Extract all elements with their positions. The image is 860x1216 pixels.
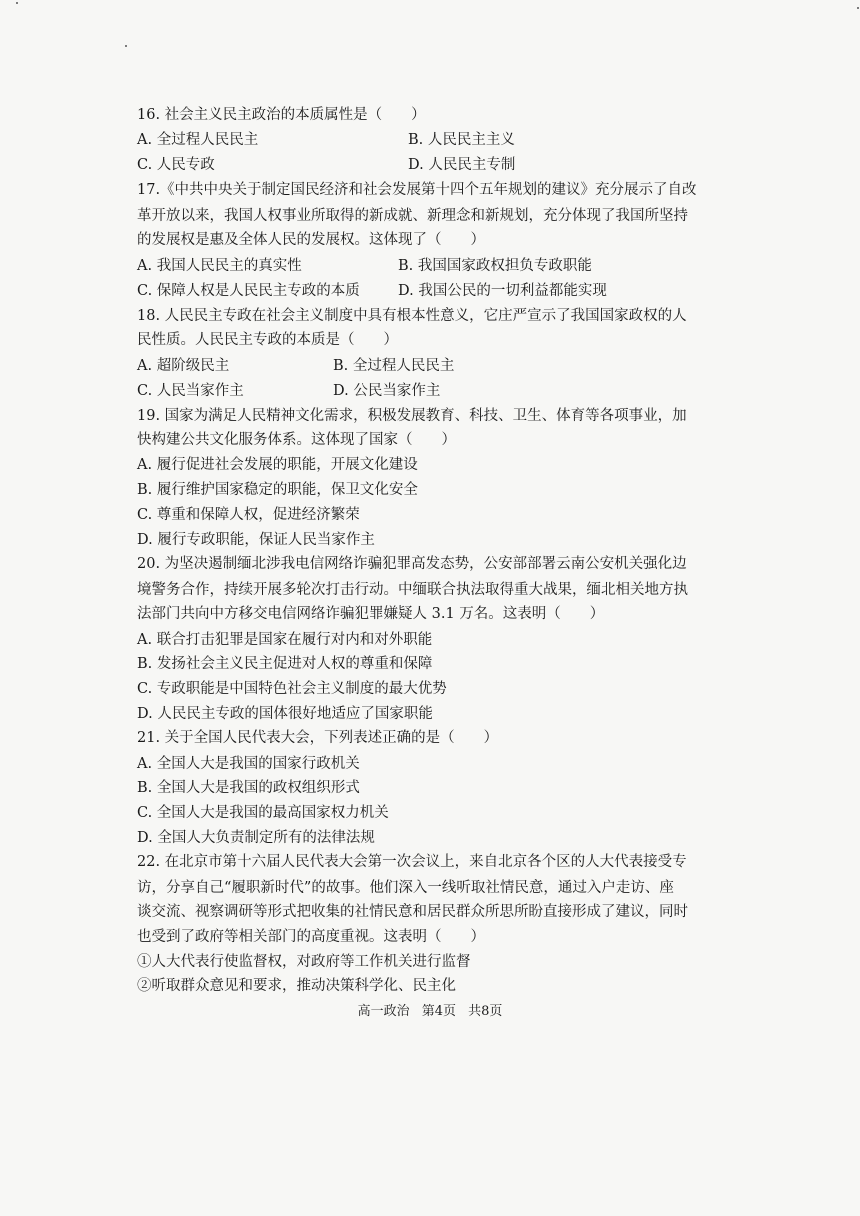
question-17-option-d: D. 我国公民的一切利益都能实现 [398, 283, 607, 299]
question-21-option-a: A. 全国人大是我国的国家行政机关 [137, 756, 360, 772]
question-21-option-d: D. 全国人大负责制定所有的法律法规 [137, 830, 375, 846]
question-22-statement-2: ②听取群众意见和要求，推动决策科学化、民主化 [137, 978, 456, 994]
question-18-option-c: C. 人民当家作主 [137, 383, 244, 399]
question-17-stem-line-1: 17.《中共中央关于制定国民经济和社会发展第十四个五年规划的建议》充分展示了自改 [137, 182, 697, 198]
question-16-option-b: B. 人民民主主义 [408, 132, 515, 148]
question-19-stem-line-1: 19. 国家为满足人民精神文化需求，积极发展教育、科技、卫生、体育等各项事业，加 [137, 408, 687, 424]
question-22-stem-line-3: 谈交流、视察调研等形式把收集的社情民意和居民群众所思所盼直接形成了建议，同时 [137, 904, 688, 920]
question-18-option-b: B. 全过程人民民主 [333, 358, 455, 374]
question-18-stem-line-1: 18. 人民民主专政在社会主义制度中具有根本性意义，它庄严宣示了我国国家政权的人 [137, 308, 687, 324]
question-19-option-c: C. 尊重和保障人权，促进经济繁荣 [137, 507, 360, 523]
question-16-stem: 16. 社会主义民主政治的本质属性是（ ） [137, 107, 426, 123]
question-17-option-b: B. 我国国家政权担负专政职能 [398, 258, 592, 274]
question-22-statement-1: ①人大代表行使监督权，对政府等工作机关进行监督 [137, 954, 471, 970]
question-21-option-b: B. 全国人大是我国的政权组织形式 [137, 780, 360, 796]
question-19-option-a: A. 履行促进社会发展的职能，开展文化建设 [137, 457, 418, 473]
question-16-option-d: D. 人民民主专制 [408, 157, 516, 173]
scan-speck [857, 7, 859, 9]
question-20-stem-line-1: 20. 为坚决遏制缅北涉我电信网络诈骗犯罪高发态势，公安部部署云南公安机关强化边 [137, 556, 687, 572]
question-19-option-d: D. 履行专政职能，保证人民当家作主 [137, 532, 375, 548]
question-18-option-d: D. 公民当家作主 [333, 383, 441, 399]
question-20-stem-line-3: 法部门共向中方移交电信网络诈骗犯罪嫌疑人 3.1 万名。这表明（ ） [137, 606, 605, 622]
question-20-option-d: D. 人民民主专政的国体很好地适应了国家职能 [137, 706, 433, 722]
question-18-option-a: A. 超阶级民主 [137, 358, 230, 374]
footer-subject: 高一政治 [357, 1004, 410, 1019]
question-22-stem-line-1: 22. 在北京市第十六届人民代表大会第一次会议上，来自北京各个区的人大代表接受专 [137, 854, 687, 870]
question-18-stem-line-2: 民性质。人民民主专政的本质是（ ） [137, 332, 398, 348]
footer-page-number: 第4页 [421, 1004, 456, 1019]
question-17-stem-line-2: 革开放以来，我国人权事业所取得的新成就、新理念和新规划，充分体现了我国所坚持 [137, 208, 688, 224]
question-16-option-c: C. 人民专政 [137, 157, 215, 173]
question-20-option-c: C. 专政职能是中国特色社会主义制度的最大优势 [137, 681, 447, 697]
question-17-option-a: A. 我国人民民主的真实性 [137, 258, 302, 274]
question-20-stem-line-2: 境警务合作，持续开展多轮次打击行动。中缅联合执法取得重大战果，缅北相关地方执 [137, 582, 688, 598]
question-21-option-c: C. 全国人大是我国的最高国家权力机关 [137, 805, 389, 821]
question-20-option-a: A. 联合打击犯罪是国家在履行对内和对外职能 [137, 632, 433, 648]
question-17-stem-line-3: 的发展权是惠及全体人民的发展权。这体现了（ ） [137, 232, 485, 248]
page-footer [0, 1000, 860, 1019]
question-17-option-c: C. 保障人权是人民民主专政的本质 [137, 283, 360, 299]
question-22-stem-line-4: 也受到了政府等相关部门的高度重视。这表明（ ） [137, 929, 485, 945]
question-19-stem-line-2: 快构建公共文化服务体系。这体现了国家（ ） [137, 432, 456, 448]
question-20-option-b: B. 发扬社会主义民主促进对人权的尊重和保障 [137, 656, 433, 672]
question-21-stem: 21. 关于全国人民代表大会，下列表述正确的是（ ） [137, 730, 499, 746]
scan-speck [16, 2, 18, 4]
question-19-option-b: B. 履行维护国家稳定的职能，保卫文化安全 [137, 482, 418, 498]
question-16-option-a: A. 全过程人民民主 [137, 132, 259, 148]
question-22-stem-line-2: 访，分享自己“履职新时代”的故事。他们深入一线听取社情民意，通过入户走访、座 [137, 880, 674, 896]
scan-speck [125, 45, 127, 47]
footer-total-pages: 共8页 [468, 1004, 503, 1019]
